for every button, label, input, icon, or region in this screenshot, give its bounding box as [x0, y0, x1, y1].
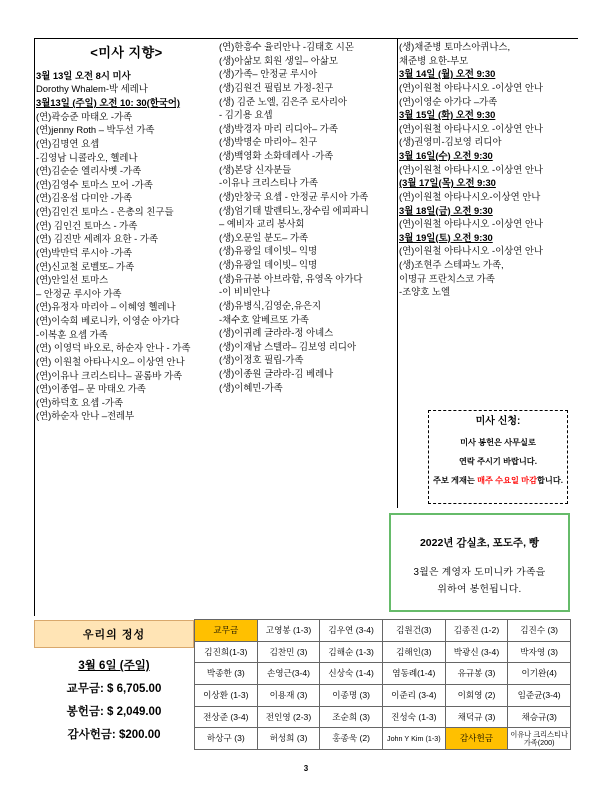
donor-cell: 염동례(1-4): [382, 663, 445, 685]
mass-intention-line: (생)김원건 필립보 가정-친구: [219, 81, 334, 93]
mass-intention-line: (생)이귀례 글라라-정 아녜스: [219, 327, 334, 339]
donor-cell: 이회영 (2): [445, 685, 508, 707]
mass-intention-line: (생)아삶모 회원 생일– 아삶모: [219, 54, 338, 66]
mass-intention-line: (생)권영미-김보영 리디아: [399, 136, 502, 148]
mass-intention-line: (연) 이원철 아타나시오– 이상연 안나: [36, 355, 185, 367]
mass-intention-line: (생) 김준 노엘, 김은주 로사리아: [219, 95, 347, 107]
mass-intention-line: (연)하덕호 요셉 -가족: [36, 396, 124, 408]
donor-cell: 채승규(3): [508, 706, 571, 728]
mass-intention-line: (연)jenny Roth – 박두선 가족: [36, 124, 155, 136]
table-row: [195, 685, 571, 707]
donor-cell: 박종한 (3): [195, 663, 258, 685]
mass-intentions-column-1: [36, 40, 217, 423]
mass-intention-line: – 예비자 교리 봉사회: [219, 218, 305, 230]
mass-intention-line: -이유나 크리스티나 가족: [219, 177, 318, 189]
mass-intention-line: (연)이종엽– 문 마태오 가족: [36, 383, 146, 395]
donor-cell: 진성숙 (1-3): [382, 706, 445, 728]
mass-intention-line: -김영남 니콜라오, 헬레나: [36, 151, 138, 163]
mass-intention-line: (생)엄기태 발렌티노,장수림 에피파니: [219, 204, 369, 216]
mass-intention-line: (연) 김진만 세례자 요한 - 가족: [36, 233, 159, 245]
mass-intention-line: (생)오문일 분도– 가족: [219, 231, 309, 243]
donor-cell: John Y Kim (1-3): [382, 728, 445, 750]
mass-intention-line: (생)가족– 안정균 루시아: [219, 68, 318, 80]
signup-line: 연락 주시기 바랍니다.: [458, 457, 537, 467]
mass-schedule-heading: 3월 14일 (월) 오전 9:30: [399, 68, 496, 80]
mass-schedule-heading: 3월 18일(금) 오전 9:30: [399, 204, 493, 216]
mass-intention-line: (생)박명순 마리아– 친구: [219, 136, 318, 148]
mass-intention-line: (생)유광일 데이빗– 익명: [219, 245, 318, 257]
donor-category-label: 감사헌금: [445, 728, 508, 750]
donor-cell: 김우연 (3-4): [320, 620, 383, 642]
mass-intention-line: (연)이숙희 베로니카, 이영순 아가다: [36, 315, 180, 327]
mass-intention-line: (연)하순자 안나 –전레부: [36, 410, 135, 422]
table-row: [195, 663, 571, 685]
donor-cell: 전상준 (3-4): [195, 706, 258, 728]
donor-cell: 김원건(3): [382, 620, 445, 642]
donor-cell: 이준리 (3-4): [382, 685, 445, 707]
mass-intention-line: (연)이유나 크리스티나– 골롬바 가족: [36, 369, 183, 381]
mass-intention-line: (생)유규봉 아브라함, 유영옥 아가다: [219, 272, 363, 284]
donor-cell: 김해인(3): [382, 641, 445, 663]
mass-intention-line: (생)이혜민-가족: [219, 381, 283, 393]
mass-intention-line: (연)박만덕 루시아 -가족: [36, 246, 133, 258]
signup-deadline: 주보 게재는 매주 수요일 마감합니다.: [432, 476, 564, 486]
donor-cell: 조순희 (3): [320, 706, 383, 728]
donor-cell: 이유나 크리스티나 가족(200): [508, 728, 571, 750]
deadline-highlight: 매주 수요일 마감: [477, 476, 537, 486]
donor-cell: 허성희 (3): [257, 728, 320, 750]
mass-intention-line: -이복훈 요셉 가족: [36, 328, 108, 340]
mass-schedule-heading: 3월13일 (주일) 오전 10: 30(한국어): [36, 97, 181, 109]
mass-intention-line: (연)김명연 요셉: [36, 137, 100, 149]
donor-cell: 임준균(3-4): [508, 685, 571, 707]
donor-cell: 전인영 (2-3): [257, 706, 320, 728]
donor-cell: 김해순 (1-3): [320, 641, 383, 663]
mass-signup-box: [428, 410, 568, 504]
donor-table: [194, 619, 571, 750]
donor-cell: 김진수 (3): [508, 620, 571, 642]
mass-intention-line: – 안정균 루시아 가족: [36, 287, 122, 299]
mass-intention-line: (생)박경자 마리 리디아– 가족: [219, 122, 338, 134]
mass-intention-line: (연)김영수 토마스 모어 -가족: [36, 178, 153, 190]
parish-dues-total: 교무금: $ 6,705.00: [66, 683, 162, 695]
mass-intention-line: (생)안창국 요셉 - 안정균 루시아 가족: [219, 190, 369, 202]
donor-cell: 김찬민 (3): [257, 641, 320, 663]
mass-schedule-heading: 3월 13일 오전 8시 미사: [36, 69, 131, 81]
sacramental-offering-box: [389, 513, 570, 612]
donor-cell: 김진희(1-3): [195, 641, 258, 663]
mass-intention-line: (연) 김인건 토마스 - 가족: [36, 219, 138, 231]
page-number: 3: [303, 764, 309, 773]
mass-intention-line: (연)유정자 마리아 – 이혜영 헬레나: [36, 301, 176, 313]
mass-intention-line: -이 비비안나: [219, 286, 271, 298]
donor-cell: 신상숙 (1-4): [320, 663, 383, 685]
mass-intention-line: (연)이원철 아타나시오 -이상연 안나: [399, 218, 543, 230]
mass-intention-line: (생)백영화 소화데레사 -가족: [219, 150, 334, 161]
mass-intention-line: (생)본당 신자분들: [219, 163, 292, 175]
mass-intention-line: (연)김옹섭 다미안 -가족: [36, 192, 133, 204]
donor-cell: 채덕규 (3): [445, 706, 508, 728]
mass-intention-line: (생)이정호 필립-가족: [219, 354, 304, 366]
mass-intention-line: (생)채준병 토마스아퀴나스,: [399, 41, 511, 52]
donor-cell: 박광신 (3-4): [445, 641, 508, 663]
sunday-offering-total: 봉헌금: $ 2,049.00: [66, 706, 162, 718]
offering-heading: 2022년 감실초, 포도주, 빵: [419, 537, 540, 549]
mass-intention-line: (생)유병식,김영순,유은지: [219, 299, 322, 311]
mass-intention-line: (연)이영순 아가다 –가족: [399, 95, 498, 107]
mass-intention-line: (연)이원철 아타나시오 -이상연 안나: [399, 163, 543, 175]
table-row: [195, 641, 571, 663]
donor-cell: 김종진 (1-2): [445, 620, 508, 642]
offering-date: 3월 6일 (주일): [78, 660, 150, 672]
mass-intentions-column-3: [399, 40, 577, 299]
offering-summary: [34, 648, 194, 752]
mass-schedule-heading: 3월 16일(수) 오전 9:30: [399, 150, 493, 161]
mass-intention-line: (생)유광일 데이빗– 익명: [219, 259, 318, 270]
donor-cell: 손영근(3-4): [257, 663, 320, 685]
donor-cell: 이기완(4): [508, 663, 571, 685]
mass-intention-line: (연)이원철 아타나시오 -이상연 안나: [399, 245, 543, 257]
signup-title: 미사 신청:: [475, 416, 521, 427]
mass-intention-line: 이명규 프란치스코 가족: [399, 272, 495, 284]
mass-intention-line: (연)곽승준 마태오 -가족: [36, 110, 133, 122]
mass-intention-line: (연)이원철 아타나시오 -이상연 안나: [399, 122, 543, 134]
donor-cell: 홍종욱 (2): [320, 728, 383, 750]
mass-intention-line: (연)김인건 토마스 - 은총의 친구들: [36, 206, 174, 218]
table-row: [195, 706, 571, 728]
our-offering-header: 우리의 정성: [34, 620, 194, 648]
table-row: [195, 620, 571, 642]
mass-intention-line: (연)신교철 로벨또– 가족: [36, 260, 135, 272]
mass-intention-line: (생)이재남 스텔라– 김보영 리디아: [219, 340, 357, 352]
donor-cell: 고영봉 (1-3): [257, 620, 320, 642]
mass-schedule-heading: 3월 19일(토) 오전 9:30: [399, 231, 493, 243]
mass-intention-line: -채수호 알베르또 가족: [219, 313, 309, 325]
mass-schedule-heading: (3월 17일(목) 오전 9:30: [399, 177, 496, 189]
mass-intention-line: (연)김순순 엘리사벳 -가족: [36, 165, 142, 177]
donor-cell: 하상구 (3): [195, 728, 258, 750]
table-row: [195, 728, 571, 750]
thanksgiving-offering-total: 감사헌금: $200.00: [67, 729, 161, 741]
mass-intention-line: (생)조현주 스테파노 가족,: [399, 259, 504, 270]
offering-text: 3월은 계영자 도미니카 가족을 위하여 봉헌됩니다.: [413, 567, 546, 596]
mass-intention-line: (연)이원철 아타나시오-이상연 안나: [399, 190, 541, 202]
donor-cell: 이용재 (3): [257, 685, 320, 707]
column-divider: [397, 38, 398, 508]
mass-intentions-title: <미사 지향>: [90, 45, 163, 60]
mass-intention-line: (생)이종원 글라라-김 베레나: [219, 368, 334, 379]
mass-intention-line: (연) 이영덕 바오로, 하순자 안나 - 가족: [36, 342, 191, 354]
mass-intention-line: (연)이원철 아타나시오 -이상연 안나: [399, 81, 543, 93]
signup-line: 미사 봉헌은 사무실로: [460, 438, 536, 447]
donor-cell: 이상환 (1-3): [195, 685, 258, 707]
donor-cell: 이종명 (3): [320, 685, 383, 707]
donor-cell: 유규봉 (3): [445, 663, 508, 685]
mass-intention-line: - 김기용 요셉: [219, 109, 273, 121]
mass-intention-line: 채준병 요한-부모: [399, 54, 469, 66]
donor-cell: 박자영 (3): [508, 641, 571, 663]
mass-intentions-column-2: [219, 40, 397, 394]
mass-intention-line: -조양호 노엘: [399, 286, 451, 298]
mass-schedule-heading: 3월 15일 (화) 오전 9:30: [399, 109, 496, 121]
mass-intention-line: (연)안일선 토마스: [36, 274, 109, 286]
mass-intention-line: (연)한흥수 율리안나 -김태호 시몬: [219, 41, 354, 52]
donor-category-label: 교무금: [195, 620, 258, 642]
mass-intention-line: Dorothy Whalem-박 세레나: [36, 83, 148, 95]
